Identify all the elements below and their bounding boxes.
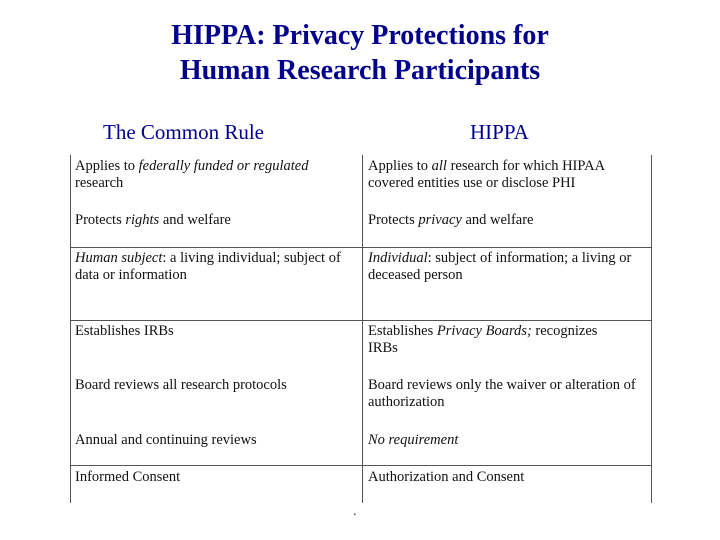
common-rule-board-reviews: Board reviews all research protocols [75, 377, 287, 393]
comparison-table [70, 155, 652, 503]
row-divider-3 [70, 465, 652, 466]
column-heading-hippa: HIPPA [470, 120, 529, 144]
common-rule-human-subject: Human subject: a living individual; subject of data or information [75, 250, 341, 283]
footer-mark: . [353, 504, 357, 519]
column-heading-common-rule: The Common Rule [103, 120, 264, 144]
title-line-2: Human Research Participants [179, 55, 541, 86]
common-rule-applies-to: Applies to federally funded or regulated research [75, 158, 309, 191]
table-border-left [70, 155, 71, 503]
hippa-individual: Individual: subject of information; a living or deceased person [368, 250, 632, 283]
common-rule-annual-reviews: Annual and continuing reviews [75, 432, 257, 448]
hippa-no-requirement: No requirement [368, 432, 459, 448]
common-rule-establishes-irbs: Establishes IRBs [75, 323, 174, 339]
page-title [0, 18, 720, 88]
hippa-establishes-privacy-boards: Establishes Privacy Boards; recognizes IRBs [368, 323, 598, 356]
common-rule-protects: Protects rights and welfare [75, 212, 231, 228]
title-line-1: HIPPA: Privacy Protections for [171, 20, 549, 51]
hippa-board-reviews: Board reviews only the waiver or alteration of authorization [368, 377, 636, 410]
common-rule-informed-consent: Informed Consent [75, 469, 181, 485]
row-divider-2 [70, 320, 652, 321]
hippa-applies-to: Applies to all research for which HIPAA covered entities use or disclose PHI [368, 158, 605, 191]
table-border-right [651, 155, 652, 503]
hippa-authorization-consent: Authorization and Consent [368, 469, 525, 485]
table-column-divider [362, 155, 363, 503]
row-divider-1 [70, 247, 652, 248]
hippa-protects: Protects privacy and welfare [368, 212, 534, 228]
